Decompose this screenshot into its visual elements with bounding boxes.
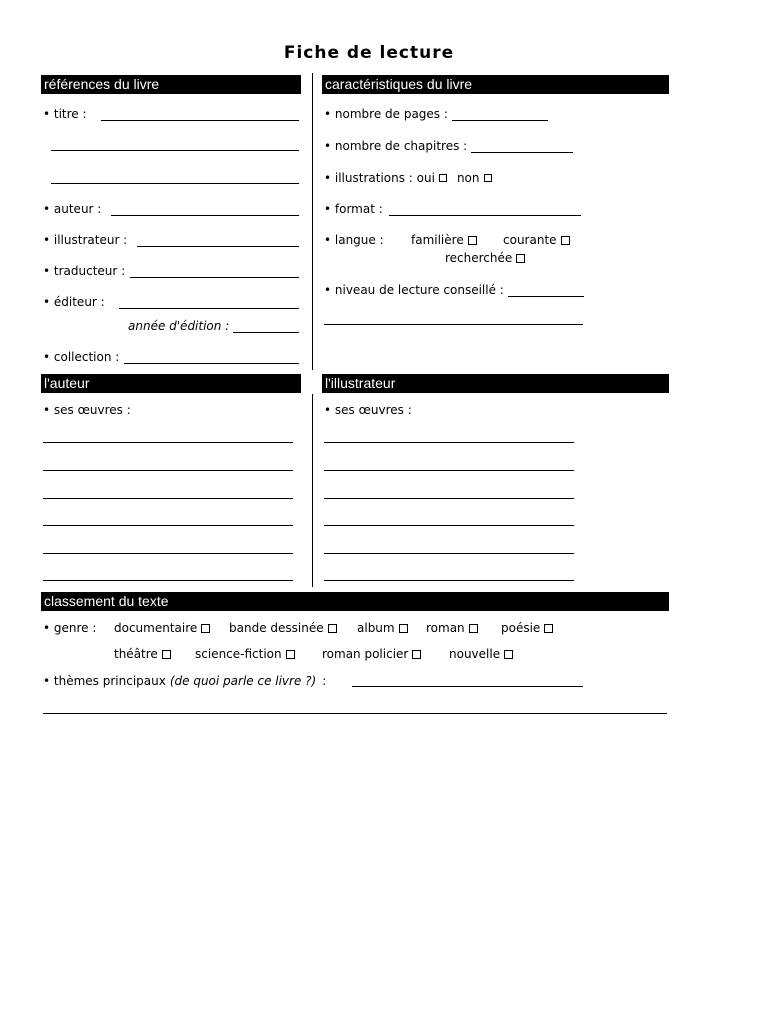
collection-label: • collection : <box>43 350 120 364</box>
titre-line-2[interactable] <box>51 150 299 151</box>
auteur-oeuvres-label-wrap <box>43 403 131 417</box>
chapitres-label: • nombre de chapitres : <box>324 139 468 153</box>
genre-album-label: album <box>357 621 395 635</box>
genre-policier-option[interactable] <box>322 647 421 661</box>
auteur-oeuvre-line-1[interactable] <box>43 442 293 443</box>
genre-theatre-label: théâtre <box>114 647 158 661</box>
genre-policier-label: roman policier <box>322 647 409 661</box>
niveau-line-2[interactable] <box>324 324 583 325</box>
genre-bd-option[interactable] <box>229 621 337 635</box>
themes-line-1[interactable] <box>352 686 583 687</box>
genre-documentaire-checkbox[interactable] <box>201 624 210 633</box>
themes-label: • thèmes principaux <box>43 674 166 688</box>
illustrateur-line[interactable] <box>137 234 299 247</box>
illustrateur-field[interactable] <box>43 233 299 247</box>
illustrateur-oeuvre-line-1[interactable] <box>324 442 574 443</box>
illustrations-non-label: non <box>456 171 480 185</box>
illustrateur-oeuvres-label: • ses œuvres : <box>324 403 412 417</box>
langue-recherchee-checkbox[interactable] <box>516 254 525 263</box>
themes-label-wrap <box>43 674 326 688</box>
illustrateur-oeuvre-line-6[interactable] <box>324 580 574 581</box>
traducteur-line[interactable] <box>130 265 299 278</box>
illustrateur-oeuvre-line-4[interactable] <box>324 525 574 526</box>
genre-label: • genre : <box>43 621 97 635</box>
langue-label: • langue : <box>324 233 384 247</box>
section-header-classement: classement du texte <box>41 592 669 611</box>
genre-documentaire-label: documentaire <box>114 621 198 635</box>
auteur-oeuvre-line-6[interactable] <box>43 580 293 581</box>
langue-recherchee-option[interactable] <box>445 251 525 265</box>
genre-bd-label: bande dessinée <box>229 621 324 635</box>
genre-documentaire-option[interactable] <box>114 621 210 635</box>
genre-sf-checkbox[interactable] <box>286 650 295 659</box>
format-label: • format : <box>324 202 383 216</box>
format-field[interactable] <box>324 202 581 216</box>
niveau-field[interactable] <box>324 283 584 297</box>
illustrateur-oeuvre-line-3[interactable] <box>324 498 574 499</box>
titre-label: • titre : <box>43 107 87 121</box>
pages-field[interactable] <box>324 107 548 121</box>
genre-roman-label: roman <box>426 621 465 635</box>
page-title: Fiche de lecture <box>283 43 455 63</box>
illustrateur-label: • illustrateur : <box>43 233 128 247</box>
themes-line-2[interactable] <box>43 713 667 714</box>
auteur-field[interactable] <box>43 202 299 216</box>
auteur-oeuvre-line-2[interactable] <box>43 470 293 471</box>
illustrateur-oeuvre-line-5[interactable] <box>324 553 574 554</box>
section-header-caracteristiques: caractéristiques du livre <box>322 75 669 94</box>
collection-field[interactable] <box>43 350 299 364</box>
auteur-oeuvre-line-5[interactable] <box>43 553 293 554</box>
genre-theatre-option[interactable] <box>114 647 171 661</box>
collection-line[interactable] <box>124 351 299 364</box>
illustrations-oui-checkbox[interactable] <box>439 174 447 182</box>
section-header-auteur: l'auteur <box>41 374 301 393</box>
themes-hint: (de quoi parle ce livre ?) <box>169 674 317 688</box>
genre-album-checkbox[interactable] <box>399 624 408 633</box>
editeur-label: • éditeur : <box>43 295 105 309</box>
langue-familiere-checkbox[interactable] <box>468 236 477 245</box>
genre-theatre-checkbox[interactable] <box>162 650 171 659</box>
annee-field[interactable] <box>128 319 299 333</box>
langue-recherchee-label: recherchée <box>445 251 513 265</box>
genre-poesie-checkbox[interactable] <box>544 624 553 633</box>
langue-familiere-option[interactable] <box>411 233 477 247</box>
genre-nouvelle-label: nouvelle <box>449 647 501 661</box>
genre-poesie-option[interactable] <box>501 621 553 635</box>
genre-nouvelle-checkbox[interactable] <box>504 650 513 659</box>
niveau-line[interactable] <box>508 284 584 297</box>
chapitres-line[interactable] <box>471 140 573 153</box>
genre-nouvelle-option[interactable] <box>449 647 513 661</box>
langue-label-wrap <box>324 233 384 247</box>
auteur-oeuvres-label: • ses œuvres : <box>43 403 131 417</box>
section-header-references: références du livre <box>41 75 301 94</box>
illustrations-label: • illustrations : oui <box>324 171 435 185</box>
genre-bd-checkbox[interactable] <box>328 624 337 633</box>
column-divider-middle <box>312 394 313 587</box>
titre-line-3[interactable] <box>51 183 299 184</box>
illustrations-field <box>324 171 492 185</box>
genre-roman-option[interactable] <box>426 621 478 635</box>
titre-field[interactable] <box>43 107 299 121</box>
auteur-oeuvre-line-4[interactable] <box>43 525 293 526</box>
titre-line[interactable] <box>101 108 299 121</box>
editeur-line[interactable] <box>119 296 299 309</box>
langue-familiere-label: familière <box>411 233 464 247</box>
illustrations-non-checkbox[interactable] <box>484 174 492 182</box>
traducteur-field[interactable] <box>43 264 299 278</box>
chapitres-field[interactable] <box>324 139 573 153</box>
genre-sf-label: science-fiction <box>195 647 282 661</box>
annee-label: année d'édition : <box>128 319 230 333</box>
traducteur-label: • traducteur : <box>43 264 126 278</box>
genre-label-wrap <box>43 621 96 635</box>
genre-album-option[interactable] <box>357 621 408 635</box>
genre-roman-checkbox[interactable] <box>469 624 478 633</box>
auteur-line[interactable] <box>111 203 299 216</box>
langue-courante-option[interactable] <box>503 233 570 247</box>
langue-courante-label: courante <box>503 233 557 247</box>
genre-sf-option[interactable] <box>195 647 295 661</box>
annee-line[interactable] <box>233 320 299 333</box>
genre-policier-checkbox[interactable] <box>412 650 421 659</box>
genre-poesie-label: poésie <box>501 621 541 635</box>
langue-courante-checkbox[interactable] <box>561 236 570 245</box>
themes-colon: : <box>322 674 327 688</box>
pages-label: • nombre de pages : <box>324 107 448 121</box>
pages-line[interactable] <box>452 108 548 121</box>
column-divider-top <box>312 73 313 370</box>
illustrateur-oeuvres-label-wrap <box>324 403 412 417</box>
illustrateur-oeuvre-line-2[interactable] <box>324 470 574 471</box>
niveau-label: • niveau de lecture conseillé : <box>324 283 504 297</box>
section-header-illustrateur: l'illustrateur <box>322 374 669 393</box>
format-line[interactable] <box>389 203 581 216</box>
auteur-label: • auteur : <box>43 202 102 216</box>
auteur-oeuvre-line-3[interactable] <box>43 498 293 499</box>
editeur-field[interactable] <box>43 295 299 309</box>
